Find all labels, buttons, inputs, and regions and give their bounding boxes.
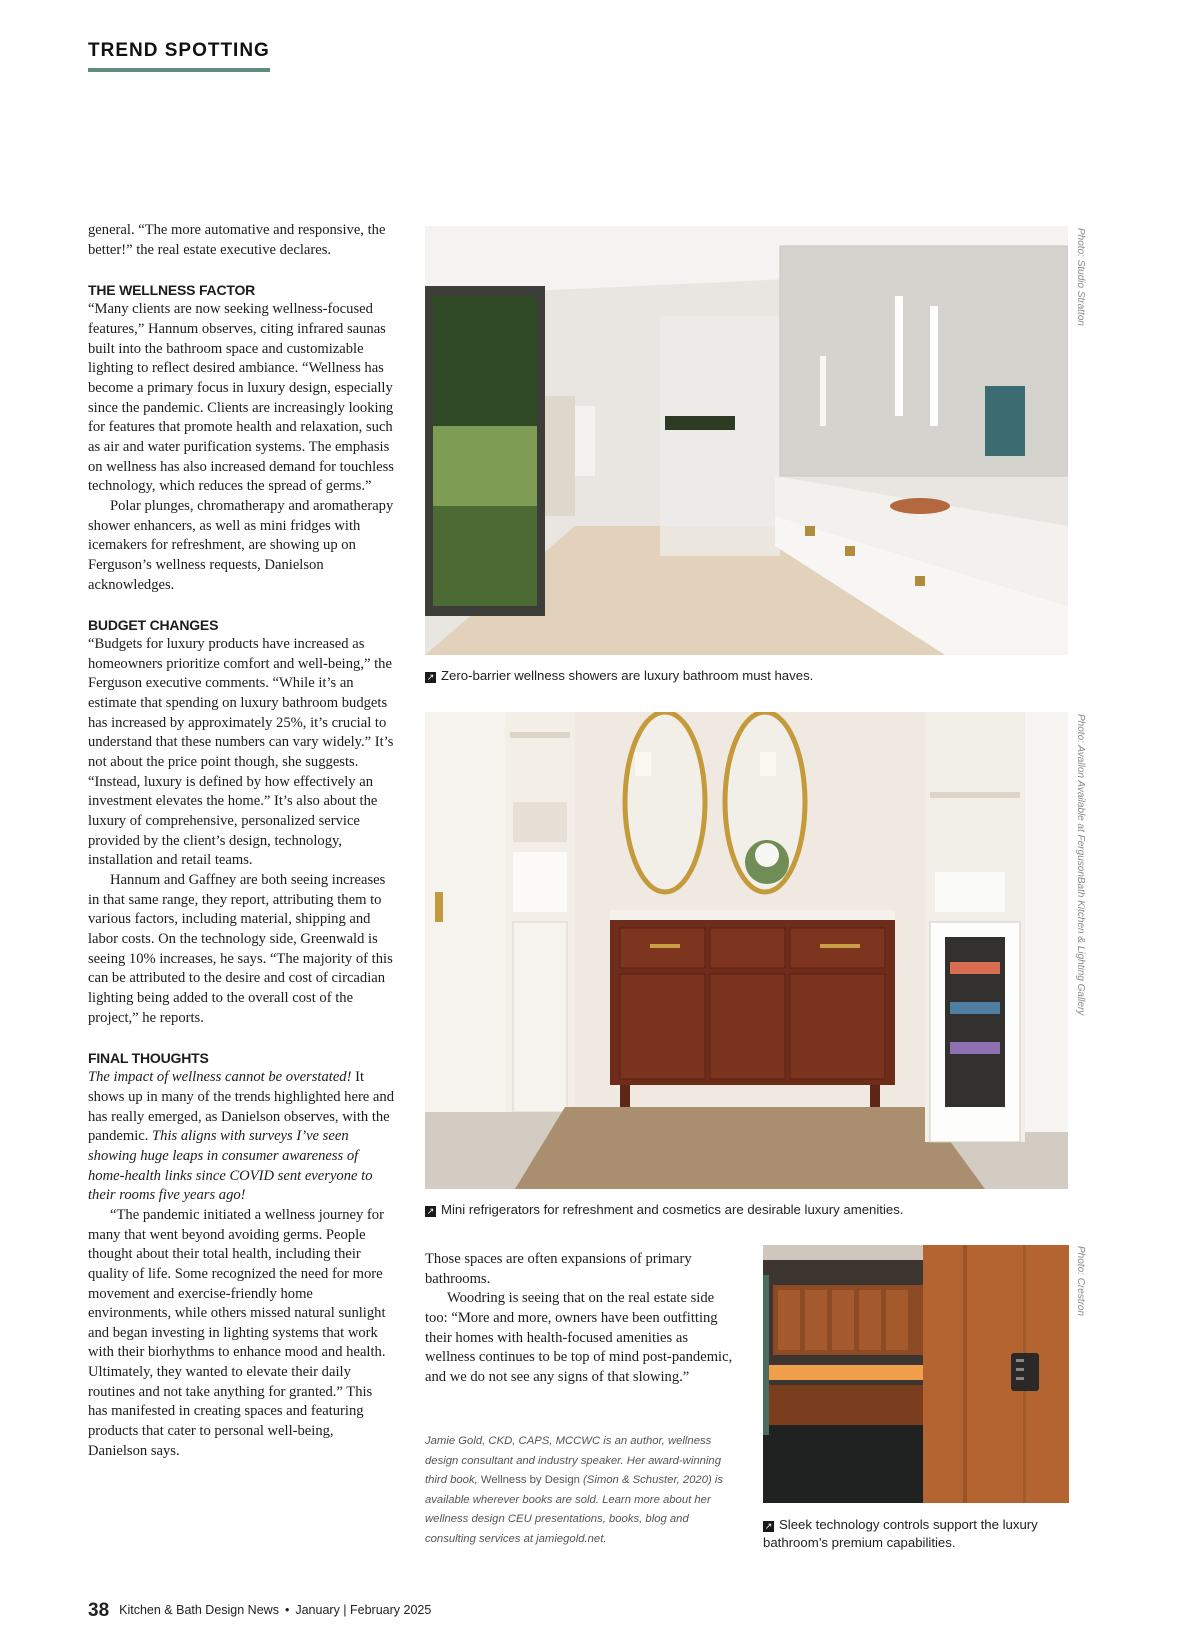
left-column <box>88 221 394 1461</box>
photo3-caption <box>763 1516 1073 1552</box>
arrow-up-right-icon: ↗ <box>426 1206 435 1216</box>
photo2-caption <box>425 1201 1085 1219</box>
page-number: 38 <box>88 1600 110 1621</box>
photo-technology-controls <box>763 1245 1069 1503</box>
footer-separator: • <box>284 1603 290 1617</box>
bio-book-title: Wellness by Design <box>480 1474 580 1486</box>
final-italic-b: This aligns with surveys I’ve seen showing huge leaps in consumer awareness of home-health links since COVID sent everyone to their rooms five years ago! <box>88 1128 373 1204</box>
photo2-credit: Photo: Avallon Available at FergusonBath Kitchen & Lighting Gallery <box>1075 714 1086 1016</box>
final-paragraph-1 <box>88 1068 394 1206</box>
photo-vanity-mini-fridge <box>425 712 1068 1189</box>
budget-paragraph-2: Hannum and Gaffney are both seeing increases in that same range, they report, attributing them to various factors, including material, shipping and labor costs. On the technology side, Greenwald is seeing 10% increases, he says. “The majority of this can be attributed to the desire and cost of circadian lighting being added to the overall cost of the project,” he reports. <box>88 872 393 1026</box>
bio-text-b: (Simon & Schuster, 2020) is available wherever books are sold. Learn more about her wellness design CEU presentations, books, blog and consulting services at jamiegold.net. <box>425 1474 724 1545</box>
heading-budget-changes: BUDGET CHANGES <box>88 617 219 634</box>
wellness-paragraph-1: “Many clients are now seeking wellness-focused features,” Hannum observes, citing infrared saunas built into the bathroom space and customizable lighting to reflect desired ambiance. “Wellness has become a primary focus in luxury design, especially since the pandemic. Clients are increasingly looking for features that promote health and relaxation, such as air and water purification systems. The emphasis on wellness has also increased demand for touchless technology, which reduces the spread of germs.” <box>88 301 394 495</box>
author-bio <box>425 1432 735 1549</box>
photo1-credit: Photo: Studio Stratton <box>1075 228 1086 326</box>
bio-text-a: Jamie Gold, CKD, CAPS, MCCWC is an author, wellness design consultant and industry speaker. Her award-winning third book, <box>425 1435 721 1486</box>
photo3-caption-text: Sleek technology controls support the luxury bathroom’s premium capabilities. <box>763 1517 1038 1550</box>
final-paragraph-2: “The pandemic initiated a wellness journey for many that went beyond avoiding germs. People thought about their total health, including their quality of life. Some recognized the need for more movement and exercise-friendly home environments, while others missed natural sunlight and began investing in lighting systems that work with their biorhythms to enhance mood and health. Ultimately, they wanted to elevate their daily routines and not take anything for granted.” This has manifested in creating spaces and featuring products that cater to personal well-being, Danielson says. <box>88 1206 386 1459</box>
photo1-caption <box>425 667 1085 685</box>
budget-paragraph-1: “Budgets for luxury products have increased as homeowners prioritize comfort and well-being,” the Ferguson executive comments. “While it’s an estimate that spending on luxury bathroom budgets has increased by approximately 25%, it’s crucial to understand that these numbers can vary widely.” It’s not about the price point though, she suggests. “Instead, luxury is defined by how effectively an investment elevates the home.” It’s also about the luxury of comprehensive, personalized service provided by the client’s design, technology, installation and retail teams. <box>88 636 394 869</box>
heading-final-thoughts: FINAL THOUGHTS <box>88 1050 209 1067</box>
photo-shower-bathroom <box>425 226 1068 655</box>
middle-column <box>425 1250 735 1388</box>
issue-date: January | February 2025 <box>295 1603 432 1617</box>
photo1-caption-text: Zero-barrier wellness showers are luxury bathroom must haves. <box>441 668 814 683</box>
publication-name: Kitchen & Bath Design News <box>119 1603 279 1617</box>
wellness-paragraph-2: Polar plunges, chromatherapy and aromatherapy shower enhancers, as well as mini fridges with icemakers for refreshment, are showing up on Ferguson’s wellness requests, Danielson acknowledges. <box>88 497 394 593</box>
arrow-up-right-icon: ↗ <box>764 1521 773 1531</box>
final-plain: It shows up in many of the trends highlighted here and has really emerged, as Danielson observes, with the pandemic. <box>88 1069 395 1145</box>
section-tag: TREND SPOTTING <box>88 40 270 72</box>
heading-wellness-factor: THE WELLNESS FACTOR <box>88 282 256 299</box>
arrow-up-right-icon: ↗ <box>426 672 435 682</box>
photo3-credit: Photo: Crestron <box>1075 1246 1086 1317</box>
intro-paragraph: general. “The more automative and responsive, the better!” the real estate executive declares. <box>88 222 386 258</box>
photo2-caption-text: Mini refrigerators for refreshment and cosmetics are desirable luxury amenities. <box>441 1202 904 1217</box>
page-footer <box>88 1600 431 1622</box>
final-italic-a: The impact of wellness cannot be overstated! <box>88 1069 352 1086</box>
middle-paragraph-2: Woodring is seeing that on the real estate side too: “More and more, owners have been outfitting their homes with health-focused amenities as wellness continues to be top of mind post-pandemic, and we do not see any signs of that slowing.” <box>425 1290 733 1385</box>
middle-paragraph-1: Those spaces are often expansions of primary bathrooms. <box>425 1251 692 1287</box>
